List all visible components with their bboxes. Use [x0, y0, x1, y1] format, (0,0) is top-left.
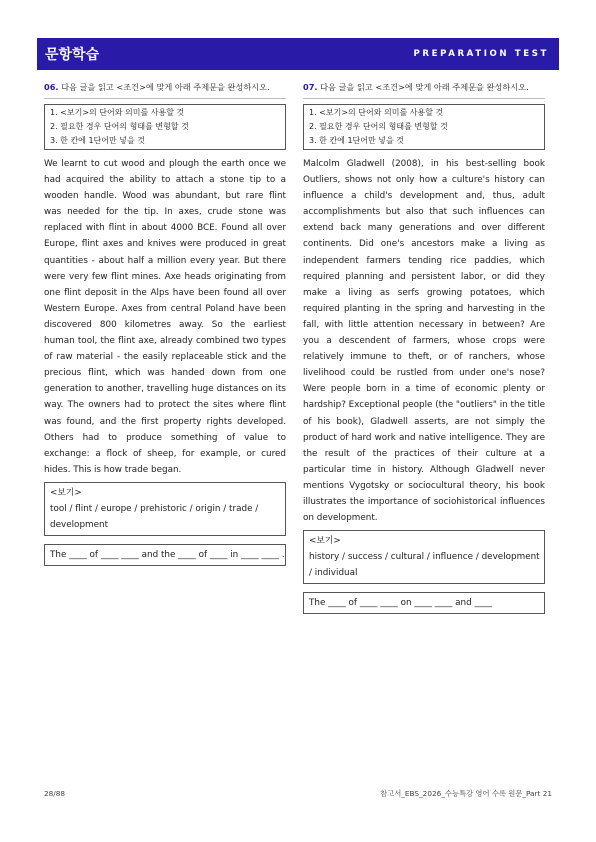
- header-subtitle: PREPARATION TEST: [413, 49, 549, 59]
- header-title: 문항학습: [45, 47, 100, 63]
- bogi-words: tool / flint / europe / prehistoric / origin / trade / development: [50, 503, 259, 530]
- question-06-bogi-box: [44, 482, 286, 536]
- condition-2: 2. 필요한 경우 단어의 형태를 변형할 것: [50, 122, 189, 131]
- question-07-number: 07.: [303, 82, 318, 92]
- question-07-passage: Malcolm Gladwell (2008), in his best-selling book Outliers, shows not only how a culture's history can influence a child's development and, thus, adult accomplishments but also that such influences can extend back many generations and over different continents. Did one's ancestors make a living as independent farmers tending rice paddies, which required planning and persistent labor, or did they make a living as serfs growing potatoes, which required planting in the spring and harvesting in the fall, with little attention necessary in between? Are you a descendent of farmers, whose crops were relatively immune to theft, or of ranchers, whose livelihood could be rustled from under one's nose? Were people born in a time of economic plenty or hardship? Exceptional people (the "outliers" in the title of his book), Gladwell asserts, are not simply the product of hard work and native intelligence. They are the result of the practices of their culture at a particular time in history. Although Gladwell never mentions Vygotsky or sociocultural theory, his book illustrates the importance of sociohistorical influences on development.: [303, 159, 545, 524]
- question-07-instruction: 다음 글을 읽고 <조건>에 맞게 아래 주제문을 완성하시오.: [320, 82, 529, 92]
- question-06-answer-box[interactable]: The ____ of ____ ____ and the ____ of ____ in ____ ____ .: [44, 544, 286, 566]
- condition-3: 3. 한 칸에 1단어만 넣을 것: [309, 136, 404, 145]
- question-07-title: [303, 80, 545, 99]
- page-number: 28/88: [44, 789, 66, 798]
- question-07-conditions: [303, 104, 545, 150]
- question-06-conditions: [44, 104, 286, 150]
- question-06-title: [44, 80, 286, 99]
- bogi-label: <보기>: [50, 487, 82, 498]
- bogi-label: <보기>: [309, 536, 341, 547]
- question-07-answer-box[interactable]: The ____ of ____ ____ on ____ ____ and ____: [303, 592, 545, 614]
- page-header: [37, 38, 559, 70]
- condition-1: 1. <보기>의 단어와 의미를 사용할 것: [50, 108, 185, 117]
- question-07-bogi-box: [303, 530, 545, 584]
- bogi-words: history / success / cultural / influence / development / individual: [309, 552, 540, 579]
- condition-2: 2. 필요한 경우 단어의 형태를 변형할 것: [309, 122, 448, 131]
- question-06-number: 06.: [44, 82, 59, 92]
- question-06-passage: We learnt to cut wood and plough the earth once we had acquired the ability to attach a stone tip to a wooden handle. Wood was abundant, but rare flint was needed for the tip. In axes, crude stone was replaced with flint in about 4000 BCE. Found all over Europe, flint axes and knives were produced in great quantities - about half a million every year. But there were very few flint mines. Axe heads originating from one flint deposit in the Alps have been found all over Western Europe. Axes from central Poland have been discovered 800 kilometres away. So the earliest human tool, the flint axe, already combined two types of raw material - the easily replaceable stick and the precious flint, which was handed down from one generation to another, travelling huge distances on its way. The owners had to protect the sites where flint was found, and the first property rights developed. Others had to produce something of value to exchange: a flock of sheep, for example, or cured hides. This is how trade began.: [44, 159, 286, 475]
- question-06: [44, 80, 286, 566]
- question-07: [303, 80, 545, 614]
- condition-1: 1. <보기>의 단어와 의미를 사용할 것: [309, 108, 444, 117]
- condition-3: 3. 한 칸에 1단어만 넣을 것: [50, 136, 145, 145]
- question-06-instruction: 다음 글을 읽고 <조건>에 맞게 아래 주제문을 완성하시오.: [61, 82, 270, 92]
- source-note: 참고서_EBS_2026_수능특강 영어 수록 원문_Part 21: [380, 789, 552, 798]
